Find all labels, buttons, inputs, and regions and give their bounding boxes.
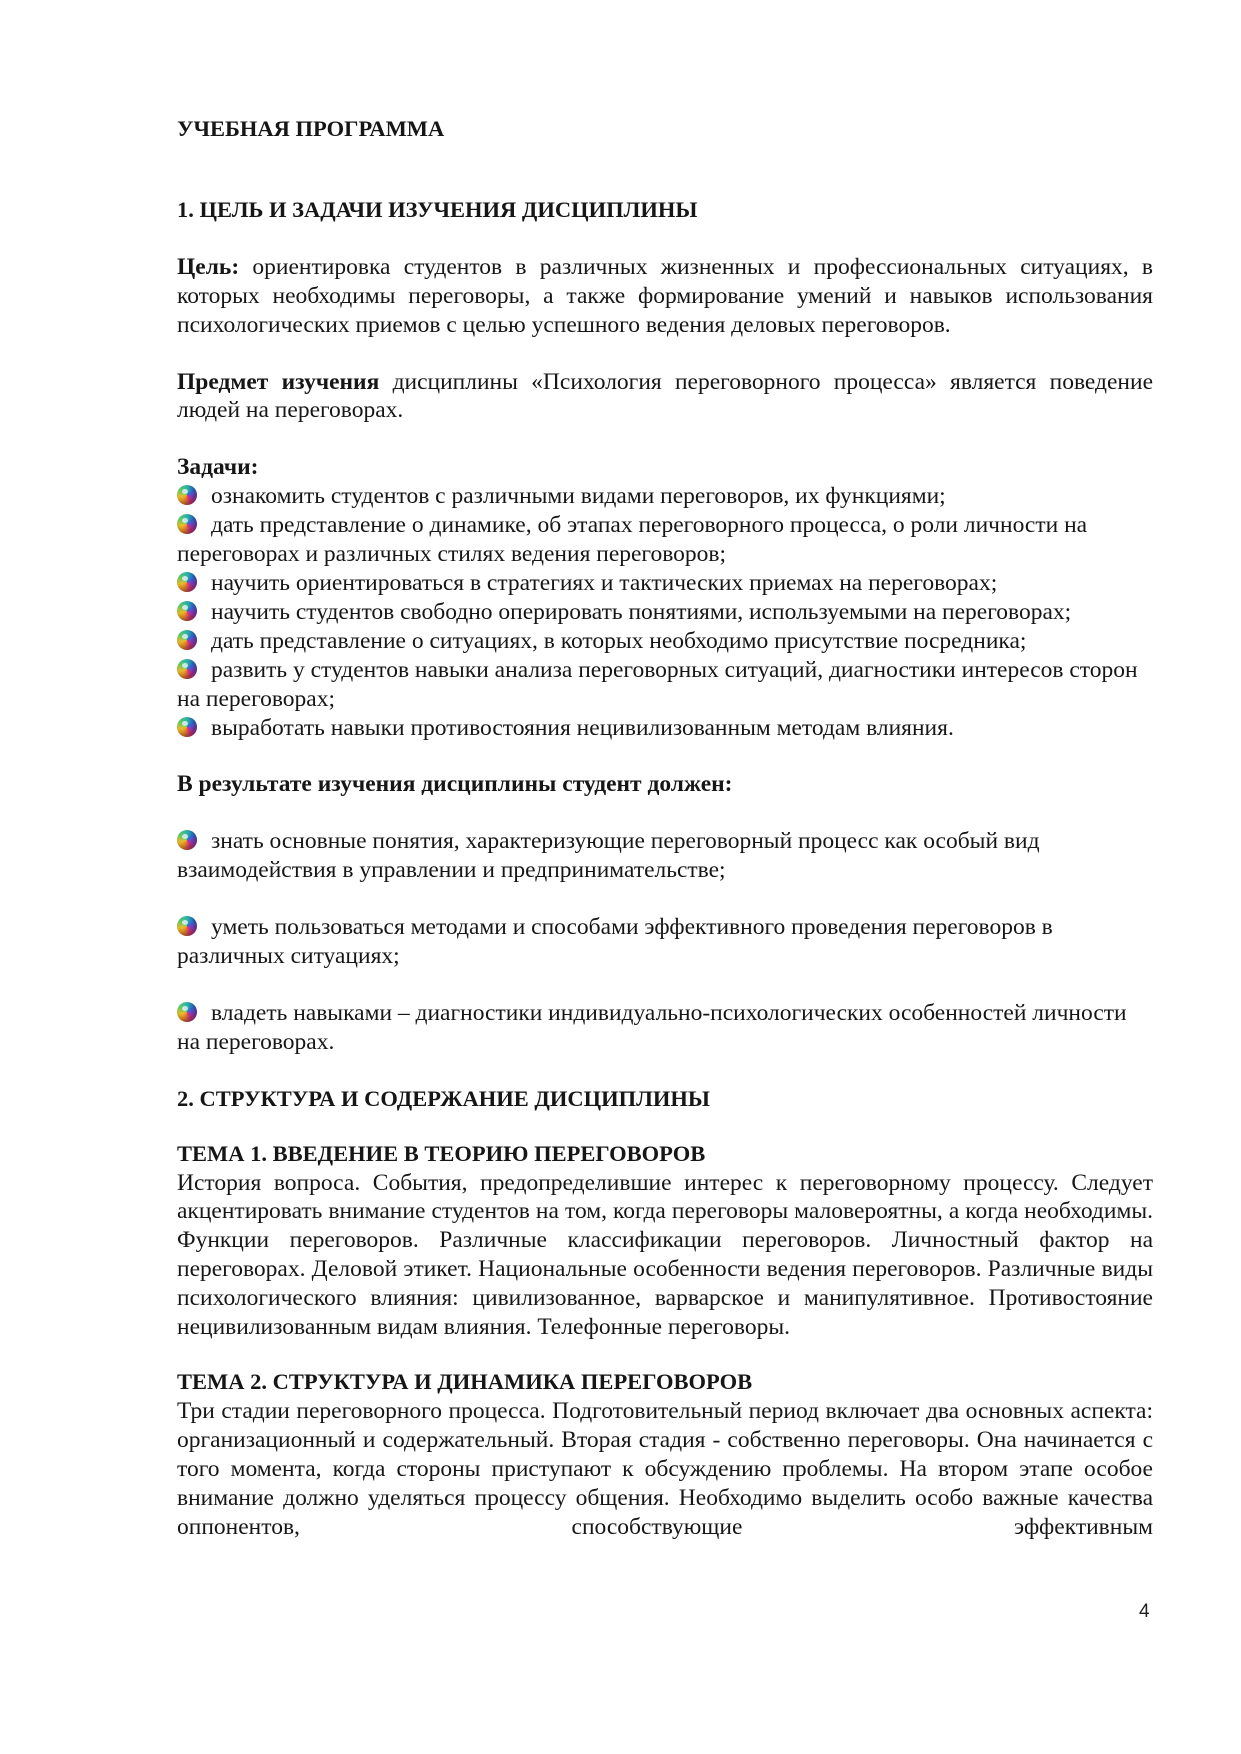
list-item (177, 827, 1153, 885)
bullet-icon (177, 485, 197, 505)
bullet-icon (177, 717, 197, 737)
list-item-text: научить ориентироваться в стратегиях и тактических приемах на переговорах; (211, 569, 998, 596)
goal-label: Цель: (177, 253, 240, 280)
bullet-icon (177, 572, 197, 592)
list-item-text: знать основные понятия, характеризующие переговорный процесс как особый вид взаимодействия в управлении и предпринимательстве; (177, 828, 1040, 884)
list-item (177, 656, 1153, 714)
page-title: УЧЕБНАЯ ПРОГРАММА (177, 116, 445, 141)
page-number: 4 (1139, 1601, 1150, 1622)
bullet-icon (177, 830, 197, 850)
goal-paragraph (177, 253, 1153, 340)
result-label: В результате изучения дисциплины студент должен: (177, 771, 733, 798)
tasks-label: Задачи: (177, 454, 259, 481)
list-item-text: научить студентов свободно оперировать понятиями, используемыми на переговорах; (211, 598, 1072, 625)
bullet-icon (177, 630, 197, 650)
list-item-text: ознакомить студентов с различными видами переговоров, их функциями; (211, 483, 946, 510)
section2-heading: 2. СТРУКТУРА И СОДЕРЖАНИЕ ДИСЦИПЛИНЫ (177, 1085, 710, 1111)
results-list (177, 827, 1153, 1056)
list-item-text: дать представление о ситуациях, в которых необходимо присутствие посредника; (211, 627, 1027, 654)
section1-heading: 1. ЦЕЛЬ И ЗАДАЧИ ИЗУЧЕНИЯ ДИСЦИПЛИНЫ (177, 196, 698, 222)
subject-paragraph (177, 368, 1153, 426)
topic2-text: Три стадии переговорного процесса. Подготовительный период включает два основных аспекта: организационный и содержательный. Вторая стадия - собственно переговоры. Она начинается с того момента, когда стороны приступают к обсуждению проблемы. На втором этапе особое внимание должно уделяться процессу общения. Необходимо выделить особо важные качества оппонентов, способствующие эффективным (177, 1397, 1153, 1540)
bullet-icon (177, 601, 197, 621)
list-item (177, 627, 1153, 656)
list-item (177, 999, 1153, 1057)
subject-label: Предмет изучения (177, 368, 380, 395)
list-item (177, 511, 1153, 569)
topic1-text: История вопроса. События, предопределившие интерес к переговорному процессу. Следует акцентировать внимание студентов на том, когда переговоры маловероятны, а когда необходимы. Функции переговоров. Различные классификации переговоров. Личностный фактор на переговорах. Деловой этикет. Национальные особенности ведения переговоров. Различные виды психологического влияния: цивилизованное, варварское и манипулятивное. Противостояние нецивилизованным видам влияния. Телефонные переговоры. (177, 1169, 1153, 1341)
list-item-text: выработать навыки противостояния нецивилизованным методам влияния. (211, 714, 954, 741)
bullet-icon (177, 916, 197, 936)
list-item (177, 598, 1153, 627)
bullet-icon (177, 659, 197, 679)
topic2-heading: ТЕМА 2. СТРУКТУРА И ДИНАМИКА ПЕРЕГОВОРОВ (177, 1369, 753, 1394)
list-item (177, 913, 1153, 971)
list-item-text: уметь пользоваться методами и способами эффективного проведения переговоров в различных ситуациях; (177, 914, 1053, 970)
list-item (177, 714, 1153, 743)
goal-text: ориентировка студентов в различных жизненных и профессиональных ситуациях, в которых необходимы переговоры, а также формирование умений и навыков использования психологических приемов с целью успешного ведения деловых переговоров. (177, 253, 1153, 338)
list-item-text: развить у студентов навыки анализа переговорных ситуаций, диагностики интересов сторон на переговорах; (177, 656, 1138, 712)
bullet-icon (177, 1002, 197, 1022)
list-item-text: дать представление о динамике, об этапах переговорного процесса, о роли личности на переговорах и различных стилях ведения переговоров; (177, 512, 1088, 568)
bullet-icon (177, 514, 197, 534)
page-content (177, 115, 1153, 1541)
list-item (177, 569, 1153, 598)
tasks-list (177, 482, 1153, 742)
subject-text: дисциплины «Психология переговорного процесса» является поведение людей на переговорах. (177, 368, 1153, 424)
topic1-heading: ТЕМА 1. ВВЕДЕНИЕ В ТЕОРИЮ ПЕРЕГОВОРОВ (177, 1140, 706, 1166)
list-item (177, 482, 1153, 511)
list-item-text: владеть навыками – диагностики индивидуально-психологических особенностей личности на переговорах. (177, 999, 1127, 1055)
